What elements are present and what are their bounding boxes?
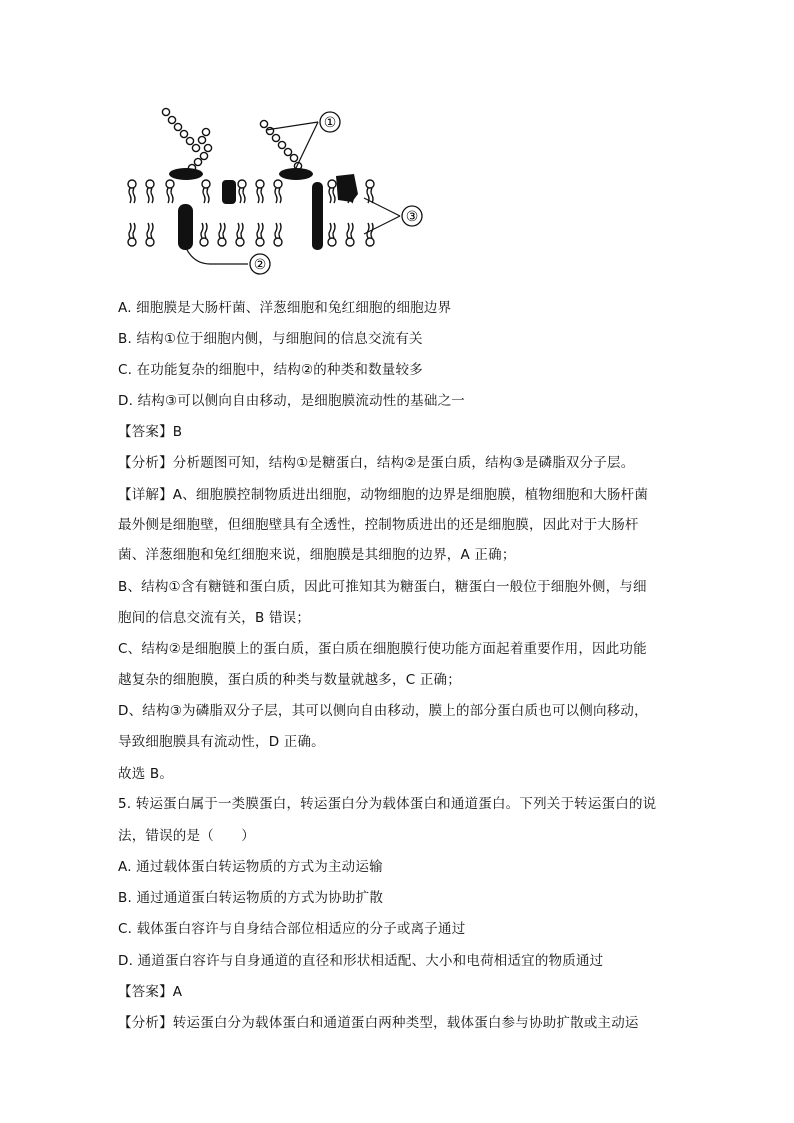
lipid-tail: [129, 223, 131, 238]
detail-line-5: 胞间的信息交流有关，B 错误；: [118, 610, 311, 626]
glycoprotein-left: [169, 168, 203, 180]
detail-line-1: 【详解】A、细胞膜控制物质进出细胞，动物细胞的边界是细胞膜，植物细胞和大肠杆菌: [118, 487, 649, 503]
lipid-tail: [239, 188, 241, 203]
lipid-head: [128, 180, 136, 188]
detail-line-4: B、结构①含有糖链和蛋白质，因此可推知其为糖蛋白，糖蛋白一般位于细胞外侧，与细: [118, 579, 647, 595]
lipid-head: [146, 180, 154, 188]
lipid-tail: [371, 188, 373, 203]
sugar-bead: [162, 108, 169, 115]
lipid-tail: [261, 223, 263, 238]
q5-option-b: B. 通过通道蛋白转运物质的方式为协助扩散: [118, 890, 384, 906]
sugar-bead: [194, 158, 201, 165]
sugar-bead: [260, 120, 267, 127]
embedded-protein-2: [178, 204, 193, 250]
option-d: D. 结构③可以侧向自由移动，是细胞膜流动性的基础之一: [118, 393, 465, 409]
lipid-tail: [329, 188, 331, 203]
lipid-tail: [367, 223, 369, 238]
lipid-tail: [279, 223, 281, 238]
lipid-head: [256, 180, 264, 188]
sugar-bead: [272, 134, 279, 141]
membrane-svg: [118, 98, 438, 280]
sugar-bead: [186, 137, 193, 144]
lipid-tail: [129, 188, 131, 203]
detail-line-6: C、结构②是细胞膜上的蛋白质，蛋白质在细胞膜行使功能方面起着重要作用，因此功能: [118, 641, 647, 657]
detail-line-7: 越复杂的细胞膜，蛋白质的种类与数量就越多，C 正确；: [118, 672, 461, 688]
lipid-head: [202, 180, 210, 188]
lipid-head: [366, 180, 374, 188]
lipid-tail: [203, 188, 205, 203]
option-c: C. 在功能复杂的细胞中，结构②的种类和数量较多: [118, 362, 423, 378]
lipid-tail: [243, 188, 245, 203]
lipid-tail: [205, 223, 207, 238]
detail-line-8: D、结构③为磷脂双分子层，其可以侧向自由移动，膜上的部分蛋白质也可以侧向移动，: [118, 703, 648, 719]
lipid-head: [274, 180, 282, 188]
lipid-head: [328, 180, 336, 188]
lipid-head: [328, 238, 336, 246]
sugar-bead: [290, 154, 297, 161]
lipid-tail: [147, 223, 149, 238]
choice-line: 故选 B。: [118, 766, 174, 782]
lipid-head: [346, 238, 354, 246]
sugar-bead: [198, 136, 205, 143]
lipid-tail: [329, 223, 331, 238]
lipid-head: [256, 238, 264, 246]
lipid-head: [274, 238, 282, 246]
lipid-tail: [333, 188, 335, 203]
phospholipid-bilayer: [128, 180, 374, 246]
lipid-tail: [333, 223, 335, 238]
lipid-tail: [133, 188, 135, 203]
transmembrane-protein: [312, 182, 323, 250]
lipid-head: [238, 180, 246, 188]
surface-protein: [336, 174, 358, 202]
lipid-head: [146, 238, 154, 246]
lipid-head: [200, 238, 208, 246]
q5-analysis-line: 【分析】转运蛋白分为载体蛋白和通道蛋白两种类型，载体蛋白参与协助扩散或主动运: [118, 1015, 639, 1031]
sugar-chains: [162, 108, 301, 171]
lipid-tail: [147, 188, 149, 203]
lipid-head: [366, 238, 374, 246]
sugar-bead: [204, 144, 211, 151]
label-1: ①: [323, 115, 337, 131]
q5-option-a: A. 通过载体蛋白转运物质的方式为主动运输: [118, 859, 383, 875]
option-a: A. 细胞膜是大肠杆菌、洋葱细胞和兔红细胞的细胞边界: [118, 300, 452, 316]
lipid-tail: [351, 223, 353, 238]
sugar-bead: [192, 144, 199, 151]
sugar-bead: [174, 123, 181, 130]
glycoprotein-right: [279, 168, 313, 180]
lipid-tail: [219, 223, 221, 238]
lipid-tail: [171, 188, 173, 203]
question-5-line-2: 法，错误的是（ ）: [118, 828, 255, 844]
answer-line: 【答案】B: [118, 424, 183, 440]
detail-line-3: 菌、洋葱细胞和兔红细胞来说，细胞膜是其细胞的边界，A 正确；: [118, 547, 516, 563]
sugar-bead: [168, 116, 175, 123]
sugar-bead: [278, 141, 285, 148]
lipid-tail: [241, 223, 243, 238]
option-b: B. 结构①位于细胞内侧，与细胞间的信息交流有关: [118, 331, 423, 347]
lipid-tail: [237, 223, 239, 238]
detail-line-2: 最外侧是细胞壁，但细胞壁具有全透性，控制物质进出的还是细胞膜，因此对于大肠杆: [118, 517, 639, 533]
detail-line-9: 导致细胞膜具有流动性，D 正确。: [118, 734, 325, 750]
cell-membrane-diagram: [118, 98, 438, 280]
lipid-tail: [257, 188, 259, 203]
peripheral-protein: [222, 180, 236, 204]
analysis-line: 【分析】分析题图可知，结构①是糖蛋白，结构②是蛋白质，结构③是磷脂双分子层。: [118, 455, 635, 471]
label-3: ③: [405, 209, 419, 225]
lipid-head: [166, 180, 174, 188]
lipid-tail: [347, 223, 349, 238]
sugar-bead: [180, 130, 187, 137]
lipid-head: [218, 238, 226, 246]
lipid-tail: [133, 223, 135, 238]
lipid-tail: [207, 188, 209, 203]
sugar-bead: [200, 152, 207, 159]
q5-option-d: D. 通道蛋白容许与自身通道的直径和形状相适配、大小和电荷相适宜的物质通过: [118, 953, 604, 969]
q5-option-c: C. 载体蛋白容许与自身结合部位相适应的分子或离子通过: [118, 921, 466, 937]
lipid-tail: [279, 188, 281, 203]
label-2: ②: [253, 257, 267, 273]
lipid-tail: [167, 188, 169, 203]
lipid-tail: [151, 223, 153, 238]
lipid-tail: [275, 188, 277, 203]
lipid-tail: [223, 223, 225, 238]
lipid-head: [236, 238, 244, 246]
sugar-bead: [202, 128, 209, 135]
lipid-tail: [261, 188, 263, 203]
lipid-tail: [151, 188, 153, 203]
lipid-tail: [275, 223, 277, 238]
lipid-tail: [257, 223, 259, 238]
lipid-head: [128, 238, 136, 246]
sugar-bead: [284, 148, 291, 155]
q5-answer-line: 【答案】A: [118, 984, 183, 1000]
lipid-tail: [201, 223, 203, 238]
question-5-line-1: 5. 转运蛋白属于一类膜蛋白，转运蛋白分为载体蛋白和通道蛋白。下列关于转运蛋白的说: [118, 796, 657, 812]
